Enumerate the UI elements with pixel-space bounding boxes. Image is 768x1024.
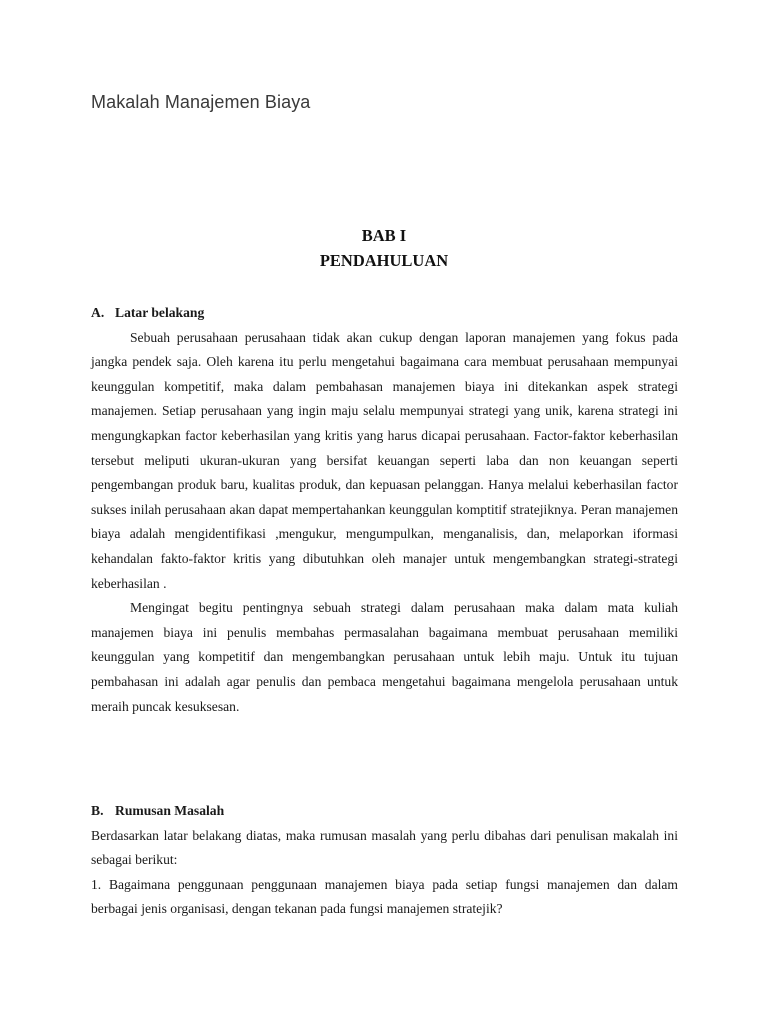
chapter-number: BAB I: [361, 226, 407, 245]
section-heading-text: Latar belakang: [115, 305, 205, 320]
paragraph: Sebuah perusahaan perusahaan tidak akan cukup dengan laporan manajemen yang fokus pada jangka pendek saja. Oleh karena itu perlu mengetahui bagaimana cara membuat perusahaan mempunyai keunggulan kompetitif, maka dalam pembahasan manajemen biaya ini ditekankan aspek strategi manajemen. Setiap perusahaan yang ingin maju selalu mempunyai strategi yang unik, karena strategi ini mengungkapkan factor keberhasilan yang kritis yang harus dicapai perusahaan. Factor-faktor keberhasilan tersebut meliputi ukuran-ukuran yang bersifat keuangan seperti laba dan non keuangan seperti pengembangan produk baru, kualitas produk, dan kepuasan pelanggan. Hanya melalui keberhasilan factor sukses inilah perusahaan akan dapat mempertahankan keunggulan komptitif stratejiknya. Peran manajemen biaya adalah mengidentifikasi ,mengukur, mengumpulkan, menganalisis, dan, melaporkan iformasi kehandalan fakto-faktor kritis yang dibutuhkan oleh manajer untuk mengembangkan strategi-strategi keberhasilan .: [91, 329, 678, 591]
section-heading: [91, 799, 678, 824]
document-title: Makalah Manajemen Biaya: [91, 92, 311, 112]
list-item: 1. Bagaimana penggunaan penggunaan manajemen biaya pada setiap fungsi manajemen dan dalam berbagai jenis organisasi, dengan tekanan pada fungsi manajemen stratejik?: [91, 876, 678, 917]
section-heading: [91, 301, 678, 326]
paragraph: Mengingat begitu pentingnya sebuah strategi dalam perusahaan maka dalam mata kuliah manajemen biaya ini penulis membahas permasalahan bagaimana membuat perusahaan memiliki keunggulan yang kompetitif dan mengembangkan perusahaan untuk lebih maju. Untuk itu tujuan pembahasan ini adalah agar penulis dan pembaca mengetahui bagaimana mengelola perusahaan untuk meraih puncak kesuksesan.: [91, 600, 678, 714]
paragraph: Berdasarkan latar belakang diatas, maka rumusan masalah yang perlu dibahas dari penulisan makalah ini sebagai berikut:: [91, 827, 678, 868]
section-letter: A.: [91, 305, 105, 320]
section-rumusan-masalah: [91, 799, 678, 922]
section-heading-text: Rumusan Masalah: [115, 803, 225, 818]
section-letter: B.: [91, 803, 104, 818]
chapter-title: PENDAHULUAN: [319, 251, 449, 270]
section-latar-belakang: [91, 301, 678, 719]
